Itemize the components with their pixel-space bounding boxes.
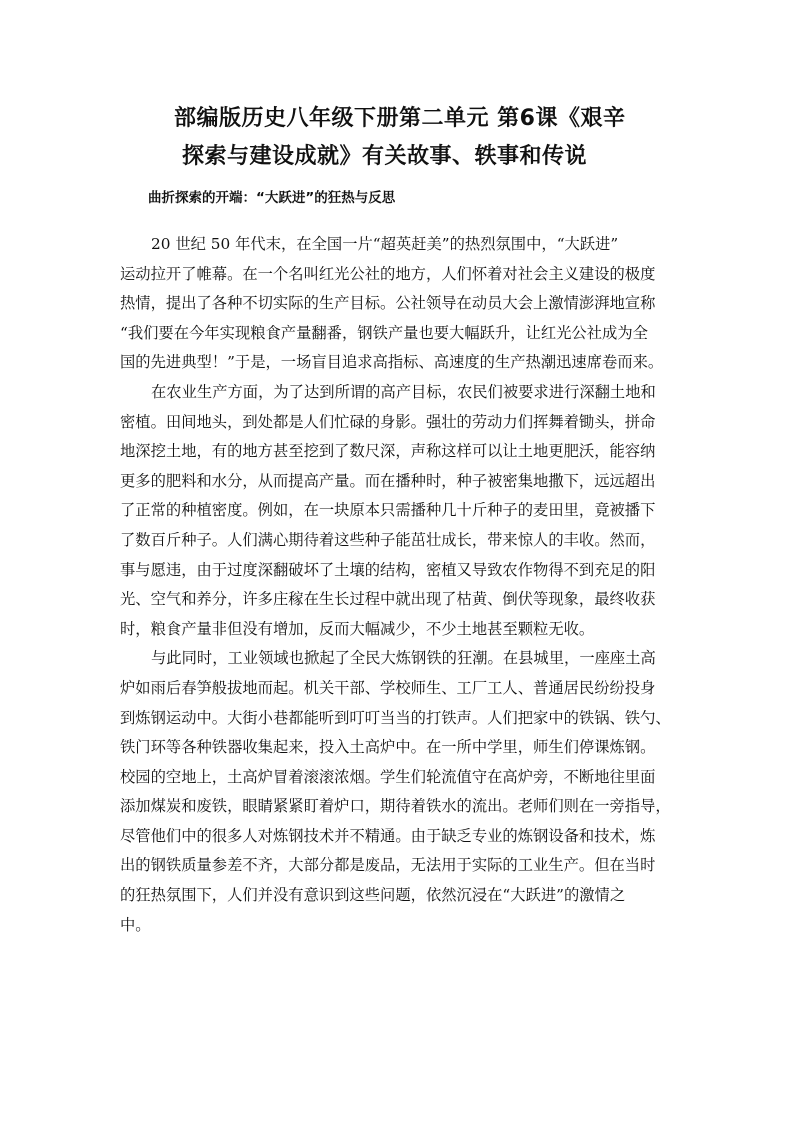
text-line: 添加煤炭和废铁，眼睛紧紧盯着炉口，期待着铁水的流出。老师们则在一旁指导， [120, 797, 671, 816]
text-line: 的狂热氛围下，人们并没有意识到这些问题，依然沉浸在“大跃进”的激情之 [120, 886, 626, 905]
text-line: 运动拉开了帷幕。在一个名叫红光公社的地方，人们怀着对社会主义建设的极度 [120, 264, 656, 283]
document-title [174, 100, 694, 176]
text-line: 了数百斤种子。人们满心期待着这些种子能茁壮成长，带来惊人的丰收。然而， [120, 530, 656, 549]
document-body [120, 230, 680, 940]
text-line: 了正常的种植密度。例如，在一块原本只需播种几十斤种子的麦田里，竟被播下 [120, 501, 656, 520]
text-line: 20 世纪 50 年代末，在全国一片“超英赶美”的热烈氛围中，“大跃进” [151, 235, 619, 253]
text-line: 铁门环等各种铁器收集起来，投入土高炉中。在一所中学里，师生们停课炼钢。 [120, 738, 656, 757]
text-line: 热情，提出了各种不切实际的生产目标。公社领导在动员大会上激情澎湃地宣称 [120, 294, 656, 313]
text-line: 出的钢铁质量参差不齐，大部分都是废品，无法用于实际的工业生产。但在当时 [120, 856, 656, 875]
text-line: 在农业生产方面，为了达到所谓的高产目标，农民们被要求进行深翻土地和 [151, 382, 656, 401]
title-line-1: 部编版历史八年级下册第二单元 第6课《艰辛 [174, 106, 626, 131]
text-line: 光、空气和养分，许多庄稼在生长过程中就出现了枯黄、倒伏等现象，最终收获 [120, 590, 656, 609]
text-line: 尽管他们中的很多人对炼钢技术并不精通。由于缺乏专业的炼钢设备和技术，炼 [120, 826, 656, 845]
text-line: 密植。田间地头，到处都是人们忙碌的身影。强壮的劳动力们挥舞着锄头，拼命 [120, 412, 656, 431]
text-line: 地深挖土地，有的地方甚至挖到了数尺深，声称这样可以让土地更肥沃，能容纳 [120, 442, 656, 461]
text-line: 事与愿违，由于过度深翻破坏了土壤的结构，密植又导致农作物得不到充足的阳 [120, 560, 656, 579]
paragraph-1 [120, 230, 680, 378]
title-line-2: 探索与建设成就》有关故事、轶事和传说 [182, 144, 588, 169]
text-line: 时，粮食产量非但没有增加，反而大幅减少，不少土地甚至颗粒无收。 [120, 619, 595, 638]
text-line: 校园的空地上，土高炉冒着滚滚浓烟。学生们轮流值守在高炉旁，不断地往里面 [120, 767, 656, 786]
text-line: “我们要在今年实现粮食产量翻番，钢铁产量也要大幅跃升，让红光公社成为全 [120, 323, 648, 342]
text-line: 炉如雨后春笋般拔地而起。机关干部、学校师生、工厂工人、普通居民纷纷投身 [120, 678, 656, 697]
paragraph-3 [120, 644, 680, 940]
text-line: 到炼钢运动中。大街小巷都能听到叮叮当当的打铁声。人们把家中的铁锅、铁勺、 [120, 708, 671, 727]
paragraph-2 [120, 378, 680, 644]
text-line: 与此同时，工业领域也掀起了全民大炼钢铁的狂潮。在县城里，一座座土高 [151, 649, 656, 668]
text-line: 更多的肥料和水分，从而提高产量。而在播种时，种子被密集地撒下，远远超出 [120, 471, 656, 490]
text-line: 国的先进典型！”于是，一场盲目追求高指标、高速度的生产热潮迅速席卷而来。 [120, 353, 664, 372]
text-line: 中。 [120, 915, 151, 934]
section-heading: 曲折探索的开端：“大跃进”的狂热与反思 [148, 190, 396, 206]
